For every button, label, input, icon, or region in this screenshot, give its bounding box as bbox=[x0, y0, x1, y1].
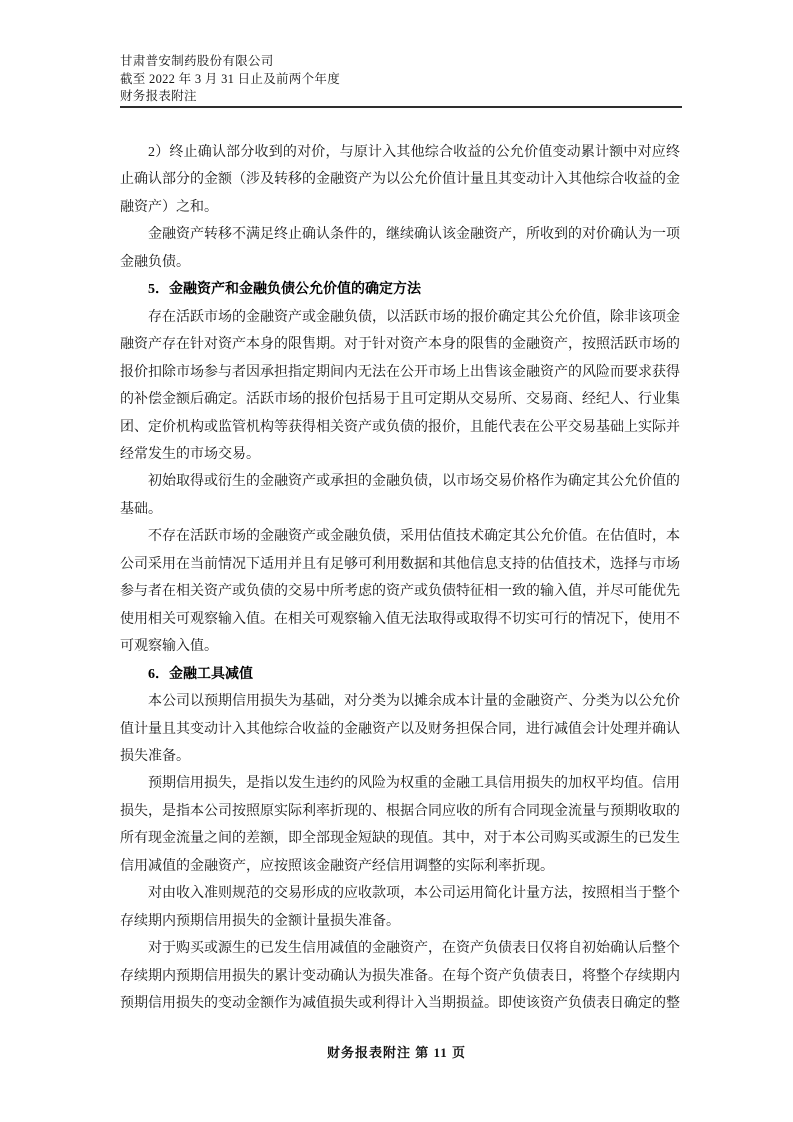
doc-title: 财务报表附注 bbox=[120, 89, 197, 103]
header-divider bbox=[120, 106, 682, 108]
section-heading-5-fair-value: 5．金融资产和金融负债公允价值的确定方法 bbox=[148, 282, 421, 298]
paragraph-purchased-credit-impaired: 对于购买或源生的已发生信用减值的金融资产，在资产负债表日仅将自初始确认后整个存续期内预期信用损失的累计变动确认为损失准备。在每个资产负债表日，将整个存续期内预期信用损失的变动金额作为减值损失或利得计入当期损益。即使该资产负债表日确定的整 bbox=[120, 941, 680, 1012]
document-header bbox=[120, 53, 682, 106]
footer-page-label: 财务报表附注 第 11 页 bbox=[326, 1045, 467, 1060]
paragraph-active-market: 存在活跃市场的金融资产或金融负债，以活跃市场的报价确定其公允价值，除非该项金融资产存在针对资产本身的限售期。对于针对资产本身的限售的金融资产，按照活跃市场的报价扣除市场参与者因承担指定期间内无法在公开市场上出售该金融资产的风险而要求获得的补偿金额后确定。活跃市场的报价包括易于且可定期从交易所、交易商、经纪人、行业集团、定价机构或监管机构等获得相关资产或负债的报价，且能代表在公平交易基础上实际并经常发生的市场交易。 bbox=[120, 309, 680, 462]
paragraph-derecognition-consideration: 2）终止确认部分收到的对价，与原计入其他综合收益的公允价值变动累计额中对应终止确认部分的金额（涉及转移的金融资产为以公允价值计量且其变动计入其他综合收益的金融资产）之和。 bbox=[120, 145, 680, 215]
paragraph-transfer-not-qualifying: 金融资产转移不满足终止确认条件的，继续确认该金融资产，所收到的对价确认为一项金融负债。 bbox=[120, 227, 680, 270]
paragraph-valuation-technique: 不存在活跃市场的金融资产或金融负债，采用估值技术确定其公允价值。在估值时，本公司采用在当前情况下适用并且有足够可利用数据和其他信息支持的估值技术，选择与市场参与者在相关资产或负债的交易中所考虑的资产或负债特征相一致的输入值，并尽可能优先使用相关可观察输入值。在相关可观察输入值无法取得或取得不切实可行的情况下，使用不可观察输入值。 bbox=[120, 529, 680, 655]
paragraph-simplified-measurement: 对由收入准则规范的交易形成的应收款项，本公司运用简化计量方法，按照相当于整个存续期内预期信用损失的金额计量损失准备。 bbox=[120, 886, 680, 929]
report-period: 截至 2022 年 3 月 31 日止及前两个年度 bbox=[120, 71, 341, 86]
document-body bbox=[120, 139, 680, 1018]
paragraph-ecl-definition: 预期信用损失，是指以发生违约的风险为权重的金融工具信用损失的加权平均值。信用损失，是指本公司按照原实际利率折现的、根据合同应收的所有合同现金流量与预期收取的所有现金流量之间的差额，即全部现金短缺的现值。其中，对于本公司购买或源生的已发生信用减值的金融资产，应按照该金融资产经信用调整的实际利率折现。 bbox=[120, 776, 680, 874]
section-heading-6-impairment: 6．金融工具减值 bbox=[148, 666, 253, 682]
company-name: 甘肃普安制药股份有限公司 bbox=[120, 54, 274, 68]
page-footer bbox=[0, 1042, 793, 1061]
paragraph-initial-acquisition: 初始取得或衍生的金融资产或承担的金融负债，以市场交易价格作为确定其公允价值的基础。 bbox=[120, 474, 680, 517]
paragraph-expected-credit-loss-basis: 本公司以预期信用损失为基础，对分类为以摊余成本计量的金融资产、分类为以公允价值计量且其变动计入其他综合收益的金融资产以及财务担保合同，进行减值会计处理并确认损失准备。 bbox=[120, 694, 680, 764]
